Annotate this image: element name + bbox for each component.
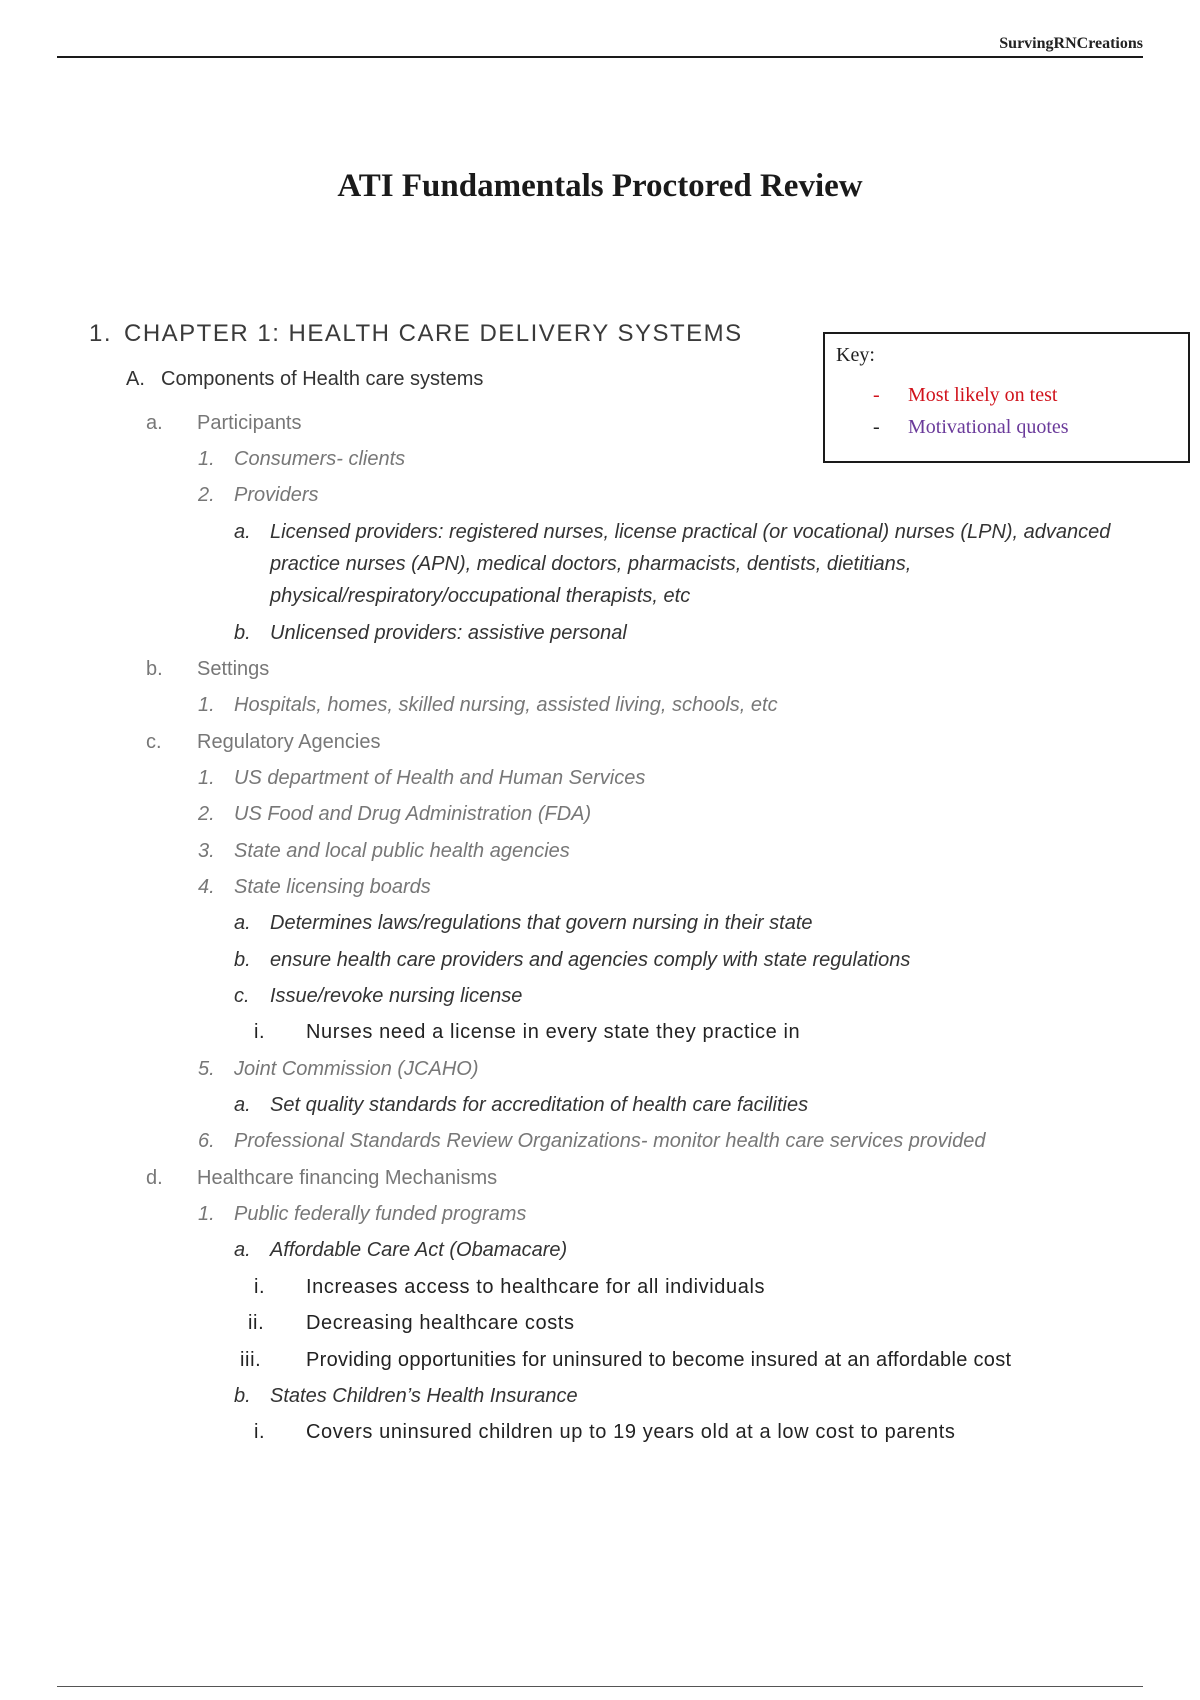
footer-rule	[57, 1686, 1143, 1687]
outline-marker: a.	[234, 912, 251, 934]
chapter-title: CHAPTER 1: HEALTH CARE DELIVERY SYSTEMS	[124, 320, 743, 347]
outline-marker: b.	[234, 949, 251, 971]
outline-marker: c.	[234, 985, 250, 1007]
outline-text: Determines laws/regulations that govern nursing in their state	[270, 912, 813, 934]
outline-marker: 1.	[198, 1203, 215, 1225]
outline-marker: a.	[146, 412, 163, 434]
outline-text: State and local public health agencies	[234, 840, 570, 862]
outline-text: Regulatory Agencies	[197, 731, 381, 753]
outline-text: Increases access to healthcare for all individuals	[306, 1276, 766, 1298]
key-item-most-likely	[873, 384, 1057, 407]
outline-marker: 1.	[198, 448, 215, 470]
outline-marker: 1.	[198, 694, 215, 716]
outline-text: Providers	[234, 484, 319, 506]
outline-marker: c.	[146, 731, 162, 753]
outline-marker: 1.	[198, 767, 215, 789]
outline-text: Unlicensed providers: assistive personal	[270, 622, 627, 644]
outline-text: Components of Health care systems	[161, 368, 484, 390]
key-item-motivational	[873, 416, 1069, 439]
outline-text: Joint Commission (JCAHO)	[234, 1058, 479, 1080]
outline-marker: b.	[234, 1385, 251, 1407]
outline-marker: A.	[126, 368, 145, 390]
outline-marker: i.	[254, 1276, 266, 1298]
outline-marker: 6.	[198, 1130, 215, 1152]
outline-marker: 3.	[198, 840, 215, 862]
outline-marker: d.	[146, 1167, 163, 1189]
key-item-marker: -	[873, 416, 880, 438]
outline-text: ensure health care providers and agencies comply with state regulations	[270, 949, 911, 971]
outline-marker: 2.	[198, 484, 215, 506]
outline-marker: 4.	[198, 876, 215, 898]
outline-marker: 5.	[198, 1058, 215, 1080]
key-legend	[823, 332, 1190, 463]
outline-text: Public federally funded programs	[234, 1203, 527, 1225]
outline-marker: ii.	[248, 1312, 265, 1334]
outline-text: States Children’s Health Insurance	[270, 1385, 578, 1407]
chapter-heading	[89, 320, 743, 348]
outline-marker: 2.	[198, 803, 215, 825]
outline-text: US department of Health and Human Services	[234, 767, 646, 789]
outline-marker: i.	[254, 1021, 266, 1043]
outline-text: Hospitals, homes, skilled nursing, assisted living, schools, etc	[234, 694, 778, 716]
outline-text: Professional Standards Review Organizations- monitor health care services provided	[234, 1130, 986, 1152]
outline-text: Healthcare financing Mechanisms	[197, 1167, 498, 1189]
outline-text: Affordable Care Act (Obamacare)	[270, 1239, 568, 1261]
outline-text: Consumers- clients	[234, 448, 406, 470]
document-title: ATI Fundamentals Proctored Review	[337, 168, 863, 204]
key-item-marker: -	[873, 384, 880, 406]
outline-text: Licensed providers: registered nurses, license practical (or vocational) nurses (LPN), advanced practice nurses (APN), medical doctors, pharmacists, dentists, dietitians, physical/respiratory/occupational therapists, etc	[270, 521, 1111, 607]
outline-marker: b.	[234, 622, 251, 644]
outline-text: Covers uninsured children up to 19 years old at a low cost to parents	[306, 1421, 956, 1443]
header-brand: SurvingRNCreations	[999, 35, 1143, 52]
outline-text: Decreasing healthcare costs	[306, 1312, 575, 1334]
outline-text: Providing opportunities for uninsured to become insured at an affordable cost	[306, 1349, 1012, 1371]
outline-text: Set quality standards for accreditation of health care facilities	[270, 1094, 809, 1116]
chapter-number: 1.	[89, 320, 113, 347]
outline-marker: iii.	[240, 1349, 262, 1371]
outline-marker: a.	[234, 1239, 251, 1261]
outline-marker: b.	[146, 658, 163, 680]
key-item-label: Motivational quotes	[908, 416, 1069, 438]
outline-text: Participants	[197, 412, 302, 434]
outline-text: US Food and Drug Administration (FDA)	[234, 803, 592, 825]
outline-marker: a.	[234, 1094, 251, 1116]
key-item-label: Most likely on test	[908, 384, 1058, 406]
outline-text: Issue/revoke nursing license	[270, 985, 523, 1007]
header-rule	[57, 56, 1143, 58]
outline-marker: a.	[234, 521, 251, 543]
outline-text: State licensing boards	[234, 876, 431, 898]
outline-text: Settings	[197, 658, 270, 680]
key-title: Key:	[836, 344, 875, 366]
outline-text: Nurses need a license in every state they practice in	[306, 1021, 801, 1043]
outline-marker: i.	[254, 1421, 266, 1443]
